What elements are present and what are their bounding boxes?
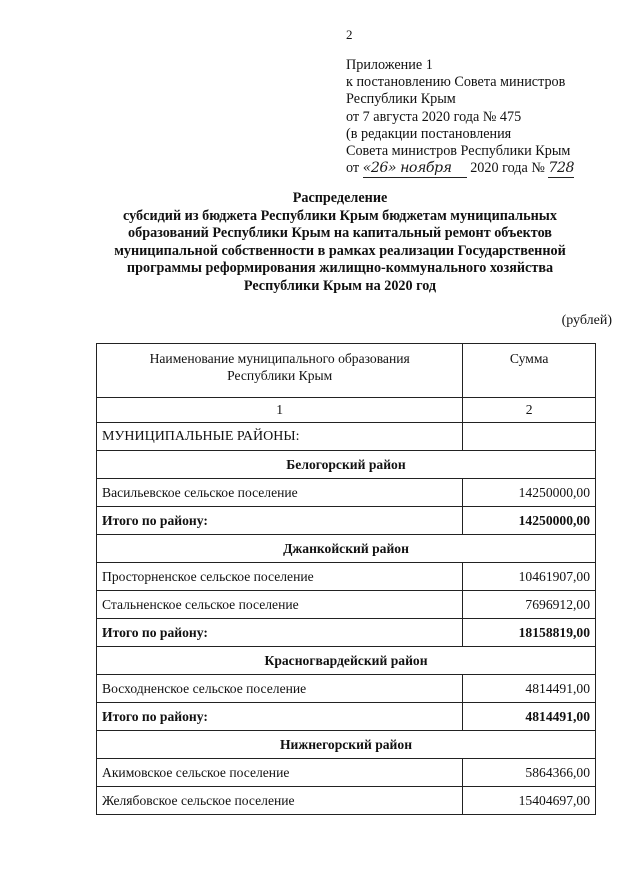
settlement-sum: 15404697,00: [463, 787, 596, 815]
district-row: [97, 647, 596, 675]
district-name: Красногвардейский район: [97, 647, 596, 675]
document-title: [80, 190, 600, 295]
annex-line: (в редакции постановления: [346, 125, 512, 142]
handwritten-number: 728: [548, 160, 574, 178]
annex-block: [346, 57, 574, 178]
table-row: [97, 787, 596, 815]
district-row: [97, 731, 596, 759]
total-sum: 4814491,00: [463, 703, 596, 731]
total-sum: 18158819,00: [463, 619, 596, 647]
settlement-sum: 14250000,00: [463, 479, 596, 507]
annex-line: Республики Крым: [346, 91, 456, 108]
total-label: Итого по району:: [97, 507, 463, 535]
annex-line: к постановлению Совета министров: [346, 74, 566, 91]
district-total-row: [97, 507, 596, 535]
total-label: Итого по району:: [97, 703, 463, 731]
settlement-name: Желябовское сельское поселение: [97, 787, 463, 815]
annex-date-line: [346, 160, 574, 178]
title-line: Распределение: [292, 190, 388, 206]
annex-date-prefix: от: [346, 160, 360, 177]
annex-title: Приложение 1: [346, 57, 433, 73]
district-name: Джанкойский район: [97, 535, 596, 563]
total-sum: 14250000,00: [463, 507, 596, 535]
title-line: программы реформирования жилищно-коммунального хозяйства: [126, 260, 554, 276]
district-row: [97, 451, 596, 479]
handwritten-date: «26» ноября: [363, 160, 467, 178]
column-number: 2: [463, 398, 596, 423]
title-line: субсидий из бюджета Республики Крым бюджетам муниципальных: [123, 207, 557, 224]
settlement-sum: 4814491,00: [463, 675, 596, 703]
settlement-name: Просторненское сельское поселение: [97, 563, 463, 591]
column-number: 1: [97, 398, 463, 423]
section-row: [97, 423, 596, 451]
annex-line: Совета министров Республики Крым: [346, 143, 571, 160]
header-name-line: Наименование муниципального образования: [149, 351, 410, 366]
total-label: Итого по району:: [97, 619, 463, 647]
page-number: 2: [346, 27, 353, 42]
annex-line: от 7 августа 2020 года № 475: [346, 108, 522, 125]
table-row: [97, 675, 596, 703]
district-name: Белогорский район: [97, 451, 596, 479]
settlement-name: Акимовское сельское поселение: [97, 759, 463, 787]
district-row: [97, 535, 596, 563]
empty-cell: [463, 423, 596, 451]
table-row: [97, 591, 596, 619]
settlement-sum: 5864366,00: [463, 759, 596, 787]
settlement-sum: 7696912,00: [463, 591, 596, 619]
units-label: (рублей): [561, 313, 612, 328]
distribution-table: [96, 343, 596, 815]
district-name: Нижнегорский район: [97, 731, 596, 759]
settlement-name: Васильевское сельское поселение: [97, 479, 463, 507]
section-label: МУНИЦИПАЛЬНЫЕ РАЙОНЫ:: [97, 423, 463, 451]
table-row: [97, 563, 596, 591]
header-name-cell: [97, 344, 463, 398]
settlement-name: Восходненское сельское поселение: [97, 675, 463, 703]
title-line: Республики Крым на 2020 год: [243, 277, 437, 294]
district-total-row: [97, 619, 596, 647]
header-sum-cell: Сумма: [463, 344, 596, 398]
settlement-sum: 10461907,00: [463, 563, 596, 591]
title-line: муниципальной собственности в рамках реализации Государственной: [114, 242, 566, 259]
district-total-row: [97, 703, 596, 731]
title-line: образований Республики Крым на капитальный ремонт объектов: [128, 225, 552, 241]
annex-year: 2020 года №: [470, 160, 545, 177]
table-row: [97, 759, 596, 787]
header-name-line: Республики Крым: [227, 368, 333, 383]
table-row: [97, 479, 596, 507]
table-header-row: [97, 344, 596, 398]
settlement-name: Стальненское сельское поселение: [97, 591, 463, 619]
column-number-row: [97, 398, 596, 423]
